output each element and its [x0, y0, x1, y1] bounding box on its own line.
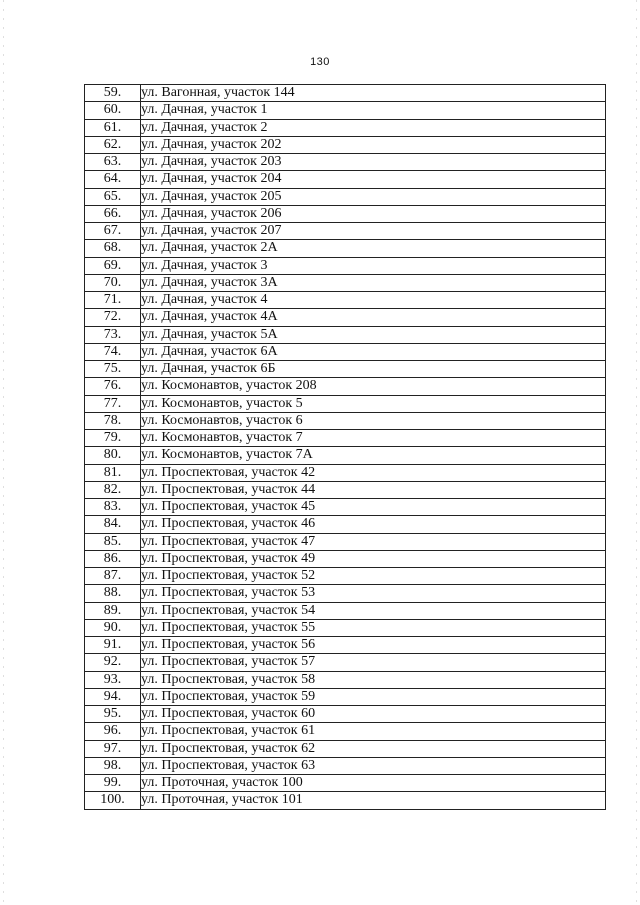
- table-row: [85, 102, 606, 119]
- table-row: [85, 188, 606, 205]
- row-number: 59.: [85, 85, 141, 102]
- row-address: ул. Проспектовая, участок 60: [141, 706, 606, 723]
- table-row: [85, 775, 606, 792]
- row-address: ул. Дачная, участок 206: [141, 205, 606, 222]
- table-row: [85, 205, 606, 222]
- row-address: ул. Дачная, участок 4А: [141, 309, 606, 326]
- row-address: ул. Проспектовая, участок 44: [141, 481, 606, 498]
- table-row: [85, 637, 606, 654]
- table-row: [85, 395, 606, 412]
- address-table: [84, 84, 606, 810]
- row-address: ул. Проспектовая, участок 54: [141, 602, 606, 619]
- row-address: ул. Дачная, участок 6А: [141, 343, 606, 360]
- row-number: 95.: [85, 706, 141, 723]
- row-address: ул. Космонавтов, участок 5: [141, 395, 606, 412]
- row-address: ул. Дачная, участок 2: [141, 119, 606, 136]
- table-row: [85, 119, 606, 136]
- table-row: [85, 412, 606, 429]
- row-address: ул. Дачная, участок 3: [141, 257, 606, 274]
- table-row: [85, 619, 606, 636]
- row-number: 90.: [85, 619, 141, 636]
- table-row: [85, 257, 606, 274]
- table-row: [85, 171, 606, 188]
- page-number: 130: [310, 56, 330, 68]
- table-row: [85, 499, 606, 516]
- table-row: [85, 378, 606, 395]
- row-number: 61.: [85, 119, 141, 136]
- row-number: 86.: [85, 550, 141, 567]
- row-number: 97.: [85, 740, 141, 757]
- row-number: 73.: [85, 326, 141, 343]
- table-row: [85, 654, 606, 671]
- row-address: ул. Проспектовая, участок 56: [141, 637, 606, 654]
- row-number: 85.: [85, 533, 141, 550]
- row-address: ул. Космонавтов, участок 6: [141, 412, 606, 429]
- row-address: ул. Проспектовая, участок 49: [141, 550, 606, 567]
- table-row: [85, 757, 606, 774]
- row-address: ул. Проспектовая, участок 61: [141, 723, 606, 740]
- row-address: ул. Проточная, участок 101: [141, 792, 606, 809]
- row-number: 63.: [85, 154, 141, 171]
- row-number: 89.: [85, 602, 141, 619]
- row-address: ул. Проспектовая, участок 59: [141, 688, 606, 705]
- row-number: 91.: [85, 637, 141, 654]
- address-table-body: [85, 85, 606, 810]
- row-number: 65.: [85, 188, 141, 205]
- table-row: [85, 361, 606, 378]
- table-row: [85, 516, 606, 533]
- row-address: ул. Космонавтов, участок 7: [141, 430, 606, 447]
- table-row: [85, 136, 606, 153]
- row-address: ул. Космонавтов, участок 7А: [141, 447, 606, 464]
- table-row: [85, 430, 606, 447]
- row-number: 79.: [85, 430, 141, 447]
- row-number: 96.: [85, 723, 141, 740]
- table-row: [85, 343, 606, 360]
- row-number: 100.: [85, 792, 141, 809]
- table-row: [85, 740, 606, 757]
- row-address: ул. Дачная, участок 203: [141, 154, 606, 171]
- row-number: 81.: [85, 464, 141, 481]
- table-row: [85, 154, 606, 171]
- row-number: 99.: [85, 775, 141, 792]
- row-address: ул. Проспектовая, участок 55: [141, 619, 606, 636]
- table-row: [85, 585, 606, 602]
- row-address: ул. Дачная, участок 3А: [141, 274, 606, 291]
- row-number: 62.: [85, 136, 141, 153]
- row-number: 80.: [85, 447, 141, 464]
- row-address: ул. Дачная, участок 4: [141, 292, 606, 309]
- row-address: ул. Дачная, участок 6Б: [141, 361, 606, 378]
- row-number: 72.: [85, 309, 141, 326]
- row-address: ул. Вагонная, участок 144: [141, 85, 606, 102]
- row-number: 84.: [85, 516, 141, 533]
- table-row: [85, 274, 606, 291]
- table-row: [85, 550, 606, 567]
- table-row: [85, 447, 606, 464]
- row-number: 92.: [85, 654, 141, 671]
- table-row: [85, 568, 606, 585]
- table-row: [85, 223, 606, 240]
- table-row: [85, 85, 606, 102]
- scan-edge-left: [3, 0, 4, 905]
- row-address: ул. Дачная, участок 202: [141, 136, 606, 153]
- row-address: ул. Дачная, участок 5А: [141, 326, 606, 343]
- table-row: [85, 723, 606, 740]
- row-number: 76.: [85, 378, 141, 395]
- row-number: 74.: [85, 343, 141, 360]
- row-address: ул. Дачная, участок 205: [141, 188, 606, 205]
- row-address: ул. Дачная, участок 204: [141, 171, 606, 188]
- row-address: ул. Проспектовая, участок 45: [141, 499, 606, 516]
- table-row: [85, 671, 606, 688]
- row-number: 64.: [85, 171, 141, 188]
- row-number: 60.: [85, 102, 141, 119]
- row-address: ул. Дачная, участок 2А: [141, 240, 606, 257]
- row-number: 67.: [85, 223, 141, 240]
- table-row: [85, 326, 606, 343]
- row-number: 88.: [85, 585, 141, 602]
- row-number: 75.: [85, 361, 141, 378]
- row-address: ул. Дачная, участок 1: [141, 102, 606, 119]
- row-number: 87.: [85, 568, 141, 585]
- row-number: 71.: [85, 292, 141, 309]
- row-number: 68.: [85, 240, 141, 257]
- table-row: [85, 792, 606, 809]
- row-number: 83.: [85, 499, 141, 516]
- row-address: ул. Проспектовая, участок 58: [141, 671, 606, 688]
- table-row: [85, 688, 606, 705]
- row-address: ул. Проспектовая, участок 62: [141, 740, 606, 757]
- row-number: 82.: [85, 481, 141, 498]
- row-address: ул. Проспектовая, участок 47: [141, 533, 606, 550]
- table-row: [85, 464, 606, 481]
- row-address: ул. Проспектовая, участок 63: [141, 757, 606, 774]
- scan-edge-right: [636, 0, 637, 905]
- table-row: [85, 240, 606, 257]
- row-address: ул. Дачная, участок 207: [141, 223, 606, 240]
- row-number: 69.: [85, 257, 141, 274]
- row-number: 77.: [85, 395, 141, 412]
- table-row: [85, 602, 606, 619]
- row-address: ул. Проспектовая, участок 57: [141, 654, 606, 671]
- row-number: 70.: [85, 274, 141, 291]
- row-number: 98.: [85, 757, 141, 774]
- table-row: [85, 309, 606, 326]
- row-address: ул. Проспектовая, участок 42: [141, 464, 606, 481]
- row-address: ул. Космонавтов, участок 208: [141, 378, 606, 395]
- row-number: 78.: [85, 412, 141, 429]
- row-address: ул. Проспектовая, участок 53: [141, 585, 606, 602]
- table-row: [85, 292, 606, 309]
- row-number: 94.: [85, 688, 141, 705]
- row-address: ул. Проспектовая, участок 52: [141, 568, 606, 585]
- row-number: 93.: [85, 671, 141, 688]
- row-number: 66.: [85, 205, 141, 222]
- table-row: [85, 706, 606, 723]
- row-address: ул. Проточная, участок 100: [141, 775, 606, 792]
- row-address: ул. Проспектовая, участок 46: [141, 516, 606, 533]
- table-row: [85, 481, 606, 498]
- table-row: [85, 533, 606, 550]
